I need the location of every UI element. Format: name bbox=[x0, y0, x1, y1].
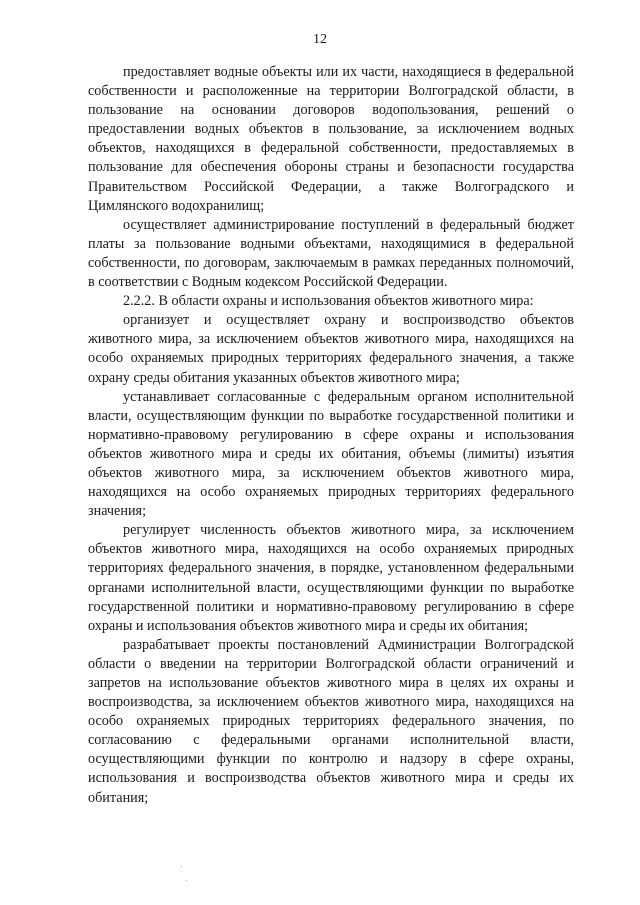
paragraph-wildlife-protection: организует и осуществляет охрану и воспроизводство объектов животного мира, за исключением объектов животного мира, находящихся на особо охраняемых природных территориях федерального значения, а также охрану среды обитания указанных объектов животного мира; bbox=[88, 312, 574, 386]
scan-speck bbox=[181, 866, 182, 867]
page-number: 12 bbox=[313, 32, 327, 47]
paragraph-wildlife-limits: устанавливает согласованные с федеральным органом исполнительной власти, осуществляющим функции по выработке государственной политики и нормативно-правовому регулированию в сфере охраны и использования объектов животного мира и среды их обитания, объемы (лимиты) изъятия объектов животного мира, за исключением объектов животного мира, находящихся на особо охраняемых природных территориях федерального значения; bbox=[88, 388, 574, 520]
paragraph-water-objects-provision: предоставляет водные объекты или их части, находящиеся в федеральной собственности и расположенные на территории Волгоградской области, в пользование на основании договоров водопользования, решений о предоставлении водных объектов в пользование, за исключением водных объектов, находящихся в федеральной собственности, предоставляемых в пользование для обеспечения обороны страны и безопасности государства Правительством Российской Федерации, а также Волгоградского и Цимлянского водохранилищ; bbox=[88, 64, 574, 214]
scan-speck bbox=[186, 880, 187, 881]
paragraph-wildlife-population-regulation: регулирует численность объектов животного мира, за исключением объектов животного мира, находящихся на особо охраняемых природных территориях федерального значения, в порядке, установленном федеральными органами исполнительной власти, осуществляющими функции по выработке государственной политики и нормативно-правовому регулированию в сфере охраны и использования объектов животного мира и среды их обитания; bbox=[88, 522, 574, 634]
document-body bbox=[88, 63, 574, 808]
section-heading-wildlife: 2.2.2. В области охраны и использования объектов животного мира: bbox=[123, 293, 534, 310]
paragraph-water-fee-administration: осуществляет администрирование поступлений в федеральный бюджет платы за пользование водными объектами, находящимися в федеральной собственности, по договорам, заключаемым в рамках переданных полномочий, в соответствии с Водным кодексом Российской Федерации. bbox=[88, 216, 574, 291]
paragraph-wildlife-restrictions: разрабатывает проекты постановлений Администрации Волгоградской области о введении на территории Волгоградской области ограничений и запретов на использование объектов животного мира в целях их охраны и воспроизводства, за исключением объектов животного мира, находящихся на особо охраняемых природных территориях федерального значения, по согласованию с федеральными органами исполнительной власти, осуществляющими функции по контролю и надзору в сфере охраны, использования и воспроизводства объектов животного мира и среды их обитания; bbox=[88, 636, 574, 806]
